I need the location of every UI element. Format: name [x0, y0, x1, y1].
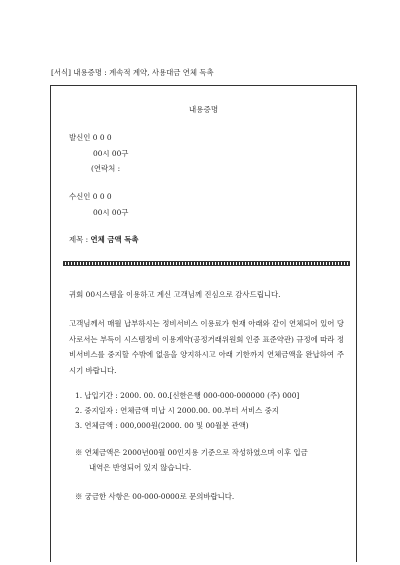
recipient-address: 00시 00구	[93, 208, 129, 217]
list-item: 3. 연체금액 : 000,000원(2000. 00 및 00월분 관액)	[75, 421, 249, 430]
sender-address: 00시 00구	[93, 149, 129, 158]
subject-value: 연체 금액 독촉	[90, 235, 139, 244]
recipient-label: 수신인 0 0 0	[69, 192, 112, 201]
contact-notice: ※ 궁금한 사항은 00-000-0000로 문의바랍니다.	[75, 492, 235, 501]
greeting-text: 귀회 00시스템을 이용하고 계신 고객님께 진심으로 감사드립니다.	[69, 290, 281, 299]
notice-line-continued: 내역은 반영되어 있지 않습니다.	[89, 463, 192, 472]
sender-contact: (연락처 :	[91, 164, 121, 173]
document-form-title: [서식] 내용증명 : 계속적 계약, 사용대금 연체 독촉	[51, 68, 214, 77]
certified-letter-frame	[50, 85, 357, 562]
notice-line: ※ 연체금액은 2000년00월 00인지용 기준으로 작성하였으며 이후 입금	[75, 448, 308, 457]
subject-line	[69, 234, 138, 245]
list-item: 2. 중지일자 : 연체금액 미납 시 2000.00. 00.부터 서비스 중지	[75, 406, 279, 415]
sender-label: 발신인 0 0 0	[69, 133, 112, 142]
section-divider	[63, 261, 350, 266]
letter-heading: 내용증명	[188, 105, 219, 114]
body-paragraph: 고객님께서 매월 납부하시는 정비서비스 이용료가 현재 아래와 같이 연체되어 있어 당사로서는 부득이 시스템정비 이용계약(공정거래위원회 인증 표준약관) 규정에 따라 정비서비스를 중지할 수밖에 없음을 양지하시고 아래 기한까지 연체금액을 완납하여 주시기 바랍니다.	[69, 319, 344, 375]
subject-label: 제목 :	[69, 235, 89, 244]
list-item: 1. 납입기간 : 2000. 00. 00.[신한은행 000-000-000000 (주) 000]	[75, 391, 300, 400]
